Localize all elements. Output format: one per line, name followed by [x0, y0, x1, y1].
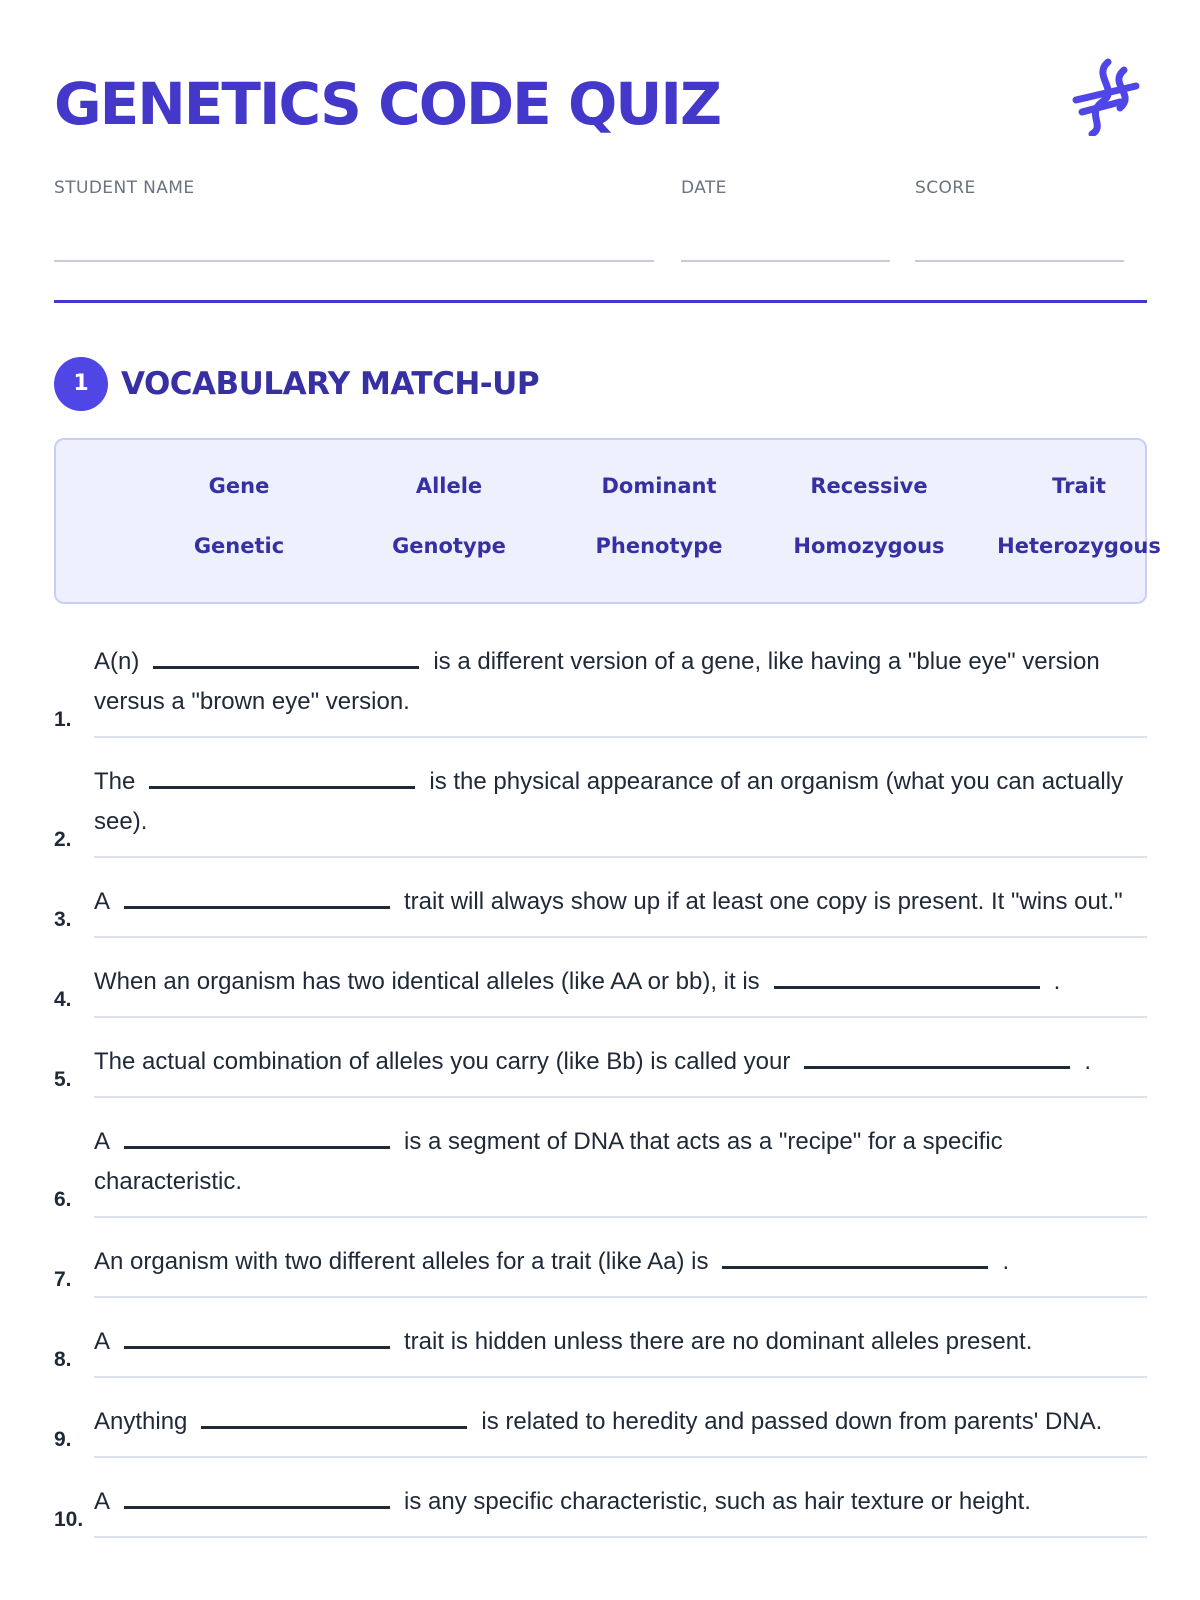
question-number: 2. — [54, 828, 72, 851]
student-info — [54, 178, 1147, 262]
word-bank-item: Phenotype — [595, 534, 723, 558]
word-bank — [54, 438, 1161, 604]
score-label: SCORE — [915, 178, 976, 198]
question-text-after: is any specific characteristic, such as hair texture or height. — [404, 1488, 1031, 1515]
question-item — [54, 960, 1147, 1018]
question-text-after: . — [1084, 1048, 1091, 1075]
question-text-after: trait will always show up if at least one copy is present. It "wins out." — [404, 888, 1123, 915]
question-text-before: A — [94, 1328, 111, 1355]
question-text-before: The actual combination of alleles you carry (like Bb) is called your — [94, 1048, 791, 1075]
question-text-before: A — [94, 1488, 111, 1515]
question-list — [54, 640, 1147, 1560]
question-text-before: When an organism has two identical alleles (like AA or bb), it is — [94, 968, 760, 995]
word-bank-item: Genotype — [392, 534, 506, 558]
question-text-before: An organism with two different alleles for a trait (like Aa) is — [94, 1248, 709, 1275]
question-text-after: trait is hidden unless there are no dominant alleles present. — [404, 1328, 1033, 1355]
student-name-label: STUDENT NAME — [54, 178, 195, 198]
date-field[interactable] — [681, 178, 890, 262]
question-number: 1. — [54, 708, 72, 731]
question-text-after: is a different version of a gene, like having a "blue eye" version versus a "brown eye" version. — [94, 648, 1100, 715]
question-item — [54, 1120, 1147, 1218]
question-text-before: A — [94, 1128, 111, 1155]
answer-blank[interactable] — [804, 1040, 1070, 1069]
question-text-after: . — [1002, 1248, 1010, 1275]
word-bank-item: Heterozygous — [997, 534, 1161, 558]
header — [54, 60, 1146, 140]
question-number: 10. — [54, 1508, 84, 1531]
date-line — [681, 260, 890, 262]
answer-blank[interactable] — [153, 640, 419, 669]
answer-blank[interactable] — [124, 1120, 390, 1149]
student-name-line — [54, 260, 654, 262]
score-field[interactable] — [915, 178, 1124, 262]
question-number: 4. — [54, 988, 72, 1011]
question-item — [54, 1240, 1147, 1298]
page-title: GENETICS CODE QUIZ — [54, 70, 721, 138]
section-number-badge: 1 — [54, 357, 108, 411]
section-title: VOCABULARY MATCH-UP — [121, 366, 540, 402]
answer-blank[interactable] — [722, 1240, 988, 1269]
header-divider — [54, 300, 1147, 303]
question-item — [54, 640, 1147, 738]
question-item — [54, 1320, 1147, 1378]
question-number: 5. — [54, 1068, 72, 1091]
answer-blank[interactable] — [201, 1400, 467, 1429]
answer-blank[interactable] — [124, 880, 390, 909]
answer-blank[interactable] — [774, 960, 1040, 989]
question-item — [54, 1400, 1147, 1458]
question-item — [54, 880, 1147, 938]
question-text-before: Anything — [94, 1408, 188, 1435]
date-label: DATE — [681, 178, 727, 198]
word-bank-item: Trait — [1052, 474, 1106, 498]
question-number: 3. — [54, 908, 72, 931]
question-number: 7. — [54, 1268, 72, 1291]
word-bank-item: Homozygous — [793, 534, 945, 558]
question-text-before: A(n) — [94, 648, 140, 675]
answer-blank[interactable] — [124, 1480, 390, 1509]
question-item — [54, 1040, 1147, 1098]
answer-blank[interactable] — [149, 760, 415, 789]
answer-blank[interactable] — [124, 1320, 390, 1349]
question-text-after: . — [1053, 968, 1061, 995]
question-text-after: is related to heredity and passed down from parents' DNA. — [481, 1408, 1103, 1435]
question-number: 9. — [54, 1428, 72, 1451]
question-text-before: The — [94, 768, 136, 795]
word-bank-item: Dominant — [601, 474, 717, 498]
word-bank-item: Gene — [208, 474, 270, 498]
question-text-before: A — [94, 888, 111, 915]
word-bank-item: Recessive — [810, 474, 928, 498]
question-number: 6. — [54, 1188, 72, 1211]
question-item — [54, 1480, 1147, 1538]
question-number: 8. — [54, 1348, 72, 1371]
student-name-field[interactable] — [54, 178, 654, 262]
word-bank-item: Genetic — [193, 534, 285, 558]
question-item — [54, 760, 1147, 858]
score-line — [915, 260, 1124, 262]
dna-icon — [1062, 56, 1146, 136]
question-text-after: is the physical appearance of an organism (what you can actually see). — [94, 768, 1124, 835]
question-text-after: is a segment of DNA that acts as a "recipe" for a specific characteristic. — [94, 1128, 1003, 1195]
word-bank-item: Allele — [415, 474, 483, 498]
